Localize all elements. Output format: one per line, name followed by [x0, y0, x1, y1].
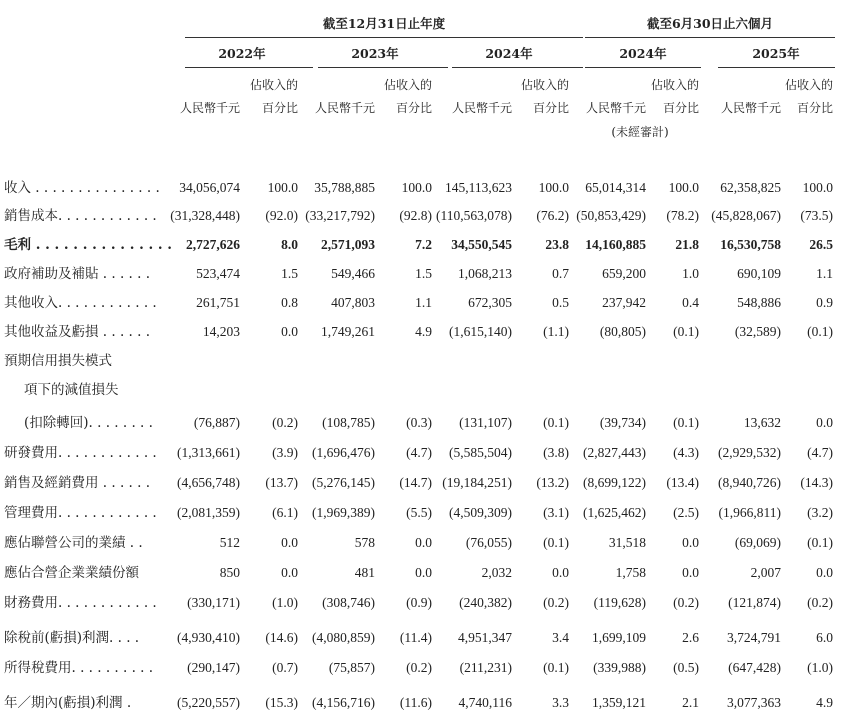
amount-unit-label: 人民幣千元	[585, 101, 646, 115]
amount-cell: 690,109	[737, 266, 781, 281]
percent-cell: 1.5	[415, 266, 432, 281]
percent-cell: 0.0	[682, 535, 699, 550]
year-rule	[718, 67, 835, 68]
percent-cell: 6.0	[816, 630, 833, 645]
amount-cell: (1,625,462)	[583, 505, 646, 520]
percent-cell: (92.0)	[265, 208, 298, 223]
amount-cell: 62,358,825	[720, 180, 781, 195]
percent-cell: 0.0	[552, 565, 569, 580]
year-header: 2022年	[218, 46, 266, 61]
amount-cell: (2,827,443)	[583, 445, 646, 460]
amount-cell: 548,886	[737, 295, 781, 310]
amount-cell: (8,940,726)	[718, 475, 781, 490]
amount-cell: (5,220,557)	[177, 695, 240, 710]
row-label: 財務費用. . . . . . . . . . . .	[4, 595, 157, 611]
percent-cell: 0.0	[281, 565, 298, 580]
amount-cell: (1,966,811)	[718, 505, 781, 520]
row-label: 銷售及經銷費用 . . . . . .	[4, 475, 150, 491]
percent-cell: 0.0	[816, 415, 833, 430]
percent-cell: (4.3)	[673, 445, 699, 460]
percent-cell: (6.1)	[272, 505, 298, 520]
percent-cell: (0.1)	[807, 324, 833, 339]
percent-cell: (14.7)	[399, 475, 432, 490]
percent-cell: (0.1)	[543, 535, 569, 550]
percent-cell: (0.2)	[673, 595, 699, 610]
amount-cell: (110,563,078)	[436, 208, 512, 223]
percent-cell: (1.0)	[807, 660, 833, 675]
amount-cell: (240,382)	[459, 595, 512, 610]
row-label: (扣除轉回). . . . . . . .	[24, 415, 153, 431]
percent-cell: (0.2)	[406, 660, 432, 675]
percent-cell: 0.0	[281, 324, 298, 339]
amount-cell: 237,942	[602, 295, 646, 310]
percent-cell: 2.6	[682, 630, 699, 645]
amount-cell: (119,628)	[593, 595, 646, 610]
percent-label: 佔收入的	[784, 78, 833, 92]
percent-cell: 1.0	[682, 266, 699, 281]
percent-cell: (3.8)	[543, 445, 569, 460]
amount-unit-label: 人民幣千元	[720, 101, 781, 115]
amount-cell: (80,805)	[599, 324, 646, 339]
amount-unit-label: 人民幣千元	[179, 101, 240, 115]
percent-cell: (0.2)	[807, 595, 833, 610]
amount-cell: (290,147)	[187, 660, 240, 675]
amount-cell: (308,746)	[322, 595, 375, 610]
amount-cell: 407,803	[331, 295, 375, 310]
amount-cell: (4,156,716)	[312, 695, 375, 710]
amount-cell: (4,656,748)	[177, 475, 240, 490]
row-label: 除稅前(虧損)利潤. . . .	[4, 630, 140, 646]
row-label: 其他收入. . . . . . . . . . . .	[4, 295, 157, 311]
percent-cell: (15.3)	[265, 695, 298, 710]
percent-cell: 23.8	[545, 237, 569, 252]
row-label: 預期信用損失模式	[4, 353, 112, 369]
amount-cell: (2,081,359)	[177, 505, 240, 520]
amount-cell: (1,313,661)	[177, 445, 240, 460]
unaudited-note: (未經審計)	[611, 125, 669, 139]
year-header: 2025年	[752, 46, 800, 61]
percent-cell: (5.5)	[406, 505, 432, 520]
amount-cell: 16,530,758	[720, 237, 781, 252]
percent-cell: 0.0	[816, 565, 833, 580]
amount-cell: 850	[219, 565, 240, 580]
amount-cell: 4,951,347	[458, 630, 512, 645]
percent-cell: 0.0	[415, 565, 432, 580]
year-header: 2023年	[351, 46, 399, 61]
amount-cell: 2,007	[750, 565, 781, 580]
row-label: 年／期內(虧損)利潤 .	[4, 695, 132, 711]
amount-cell: (1,615,140)	[449, 324, 512, 339]
percent-cell: 100.0	[668, 180, 699, 195]
amount-cell: (339,988)	[593, 660, 646, 675]
percent-cell: (0.3)	[406, 415, 432, 430]
amount-cell: 4,740,116	[458, 695, 512, 710]
amount-cell: 578	[354, 535, 375, 550]
percent-cell: (0.9)	[406, 595, 432, 610]
percent-cell: (73.5)	[800, 208, 833, 223]
percent-cell: (76.2)	[536, 208, 569, 223]
amount-cell: (31,328,448)	[170, 208, 240, 223]
amount-cell: (32,589)	[734, 324, 781, 339]
percent-label: 佔收入的	[520, 78, 569, 92]
group-header-half-year: 截至6月30日止六個月	[646, 16, 774, 31]
percent-cell: 1.1	[816, 266, 833, 281]
amount-cell: 1,068,213	[458, 266, 512, 281]
percent-cell: (78.2)	[666, 208, 699, 223]
amount-cell: (33,217,792)	[305, 208, 375, 223]
amount-cell: (39,734)	[599, 415, 646, 430]
percent-cell: (0.1)	[673, 415, 699, 430]
percent-cell: (2.5)	[673, 505, 699, 520]
percent-cell: (0.1)	[543, 415, 569, 430]
amount-cell: (75,857)	[328, 660, 375, 675]
percent-cell: (3.1)	[543, 505, 569, 520]
amount-cell: (647,428)	[728, 660, 781, 675]
year-header: 2024年	[485, 46, 533, 61]
percent-cell: (0.1)	[673, 324, 699, 339]
amount-cell: (5,585,504)	[449, 445, 512, 460]
percent-cell: (3.2)	[807, 505, 833, 520]
percent-cell: 0.8	[281, 295, 298, 310]
percent-cell: 1.5	[281, 266, 298, 281]
percent-cell: (11.4)	[399, 630, 432, 645]
percent-cell: 8.0	[281, 237, 298, 252]
amount-cell: (8,699,122)	[583, 475, 646, 490]
amount-cell: (45,828,067)	[711, 208, 781, 223]
percent-cell: (3.9)	[272, 445, 298, 460]
percent-cell: 21.8	[675, 237, 699, 252]
percent-cell: 4.9	[415, 324, 432, 339]
year-rule	[452, 67, 583, 68]
percent-cell: 26.5	[809, 237, 833, 252]
amount-cell: (5,276,145)	[312, 475, 375, 490]
amount-cell: 145,113,623	[445, 180, 512, 195]
amount-cell: 65,014,314	[585, 180, 646, 195]
amount-cell: (330,171)	[187, 595, 240, 610]
amount-cell: 672,305	[468, 295, 512, 310]
percent-cell: 100.0	[802, 180, 833, 195]
amount-cell: 34,056,074	[179, 180, 240, 195]
percent-cell: 100.0	[267, 180, 298, 195]
amount-cell: 14,160,885	[585, 237, 646, 252]
percent-cell: 3.3	[552, 695, 569, 710]
percent-cell: (4.7)	[406, 445, 432, 460]
amount-cell: 1,749,261	[321, 324, 375, 339]
amount-cell: 1,359,121	[592, 695, 646, 710]
amount-cell: 2,032	[481, 565, 512, 580]
percent-label: 百分比	[662, 101, 699, 115]
percent-cell: 2.1	[682, 695, 699, 710]
percent-label: 佔收入的	[383, 78, 432, 92]
amount-cell: (76,887)	[193, 415, 240, 430]
amount-unit-label: 人民幣千元	[314, 101, 375, 115]
percent-cell: (1.1)	[543, 324, 569, 339]
percent-cell: 0.9	[816, 295, 833, 310]
percent-label: 百分比	[532, 101, 569, 115]
amount-cell: 512	[219, 535, 240, 550]
percent-cell: (13.7)	[265, 475, 298, 490]
amount-cell: (108,785)	[322, 415, 375, 430]
row-label: 管理費用. . . . . . . . . . . .	[4, 505, 157, 521]
percent-cell: 0.4	[682, 295, 699, 310]
percent-cell: (92.8)	[399, 208, 432, 223]
percent-label: 百分比	[796, 101, 833, 115]
amount-cell: 659,200	[602, 266, 646, 281]
group-rule-annual	[185, 37, 583, 38]
row-label: 收入 . . . . . . . . . . . . . . .	[4, 180, 160, 196]
group-header-annual: 截至12月31日止年度	[322, 16, 446, 31]
year-rule	[585, 67, 701, 68]
row-label: 項下的減值損失	[24, 382, 119, 398]
row-label: 政府補助及補貼 . . . . . .	[4, 266, 150, 282]
percent-cell: 0.7	[552, 266, 569, 281]
percent-label: 百分比	[261, 101, 298, 115]
row-label: 所得稅費用. . . . . . . . . .	[4, 660, 154, 676]
amount-cell: (4,930,410)	[177, 630, 240, 645]
amount-cell: (69,069)	[734, 535, 781, 550]
row-label: 銷售成本. . . . . . . . . . . .	[4, 208, 157, 224]
amount-cell: (4,080,859)	[312, 630, 375, 645]
amount-cell: (1,969,389)	[312, 505, 375, 520]
amount-cell: 31,518	[608, 535, 646, 550]
percent-cell: 1.1	[415, 295, 432, 310]
percent-cell: 0.0	[415, 535, 432, 550]
percent-cell: 0.0	[281, 535, 298, 550]
amount-cell: (76,055)	[465, 535, 512, 550]
percent-cell: (14.6)	[265, 630, 298, 645]
amount-cell: 35,788,885	[314, 180, 375, 195]
percent-cell: (4.7)	[807, 445, 833, 460]
amount-cell: 2,727,626	[186, 237, 240, 252]
amount-cell: (121,874)	[728, 595, 781, 610]
percent-cell: (11.6)	[399, 695, 432, 710]
percent-cell: (13.4)	[666, 475, 699, 490]
year-rule	[318, 67, 448, 68]
percent-cell: 100.0	[538, 180, 569, 195]
percent-cell: 7.2	[415, 237, 432, 252]
percent-label: 佔收入的	[650, 78, 699, 92]
amount-cell: 34,550,545	[451, 237, 512, 252]
percent-cell: (0.2)	[543, 595, 569, 610]
percent-label: 百分比	[395, 101, 432, 115]
amount-cell: 3,077,363	[727, 695, 781, 710]
percent-cell: (0.1)	[543, 660, 569, 675]
row-label: 應佔聯營公司的業績 . .	[4, 535, 143, 551]
percent-label: 佔收入的	[249, 78, 298, 92]
amount-cell: (211,231)	[459, 660, 512, 675]
amount-cell: 2,571,093	[321, 237, 375, 252]
percent-cell: 0.0	[682, 565, 699, 580]
amount-cell: (131,107)	[459, 415, 512, 430]
amount-cell: (4,509,309)	[449, 505, 512, 520]
amount-cell: (1,696,476)	[312, 445, 375, 460]
percent-cell: (14.3)	[800, 475, 833, 490]
amount-cell: 549,466	[331, 266, 375, 281]
percent-cell: (0.1)	[807, 535, 833, 550]
amount-cell: 3,724,791	[727, 630, 781, 645]
row-label: 毛利 . . . . . . . . . . . . . . .	[4, 237, 172, 253]
percent-cell: 100.0	[401, 180, 432, 195]
amount-cell: 261,751	[196, 295, 240, 310]
year-header: 2024年	[619, 46, 667, 61]
row-label: 其他收益及虧損 . . . . . .	[4, 324, 150, 340]
percent-cell: (1.0)	[272, 595, 298, 610]
amount-cell: (19,184,251)	[442, 475, 512, 490]
percent-cell: (0.2)	[272, 415, 298, 430]
group-rule-half-year	[585, 37, 835, 38]
amount-cell: 481	[354, 565, 375, 580]
amount-cell: 1,758	[615, 565, 646, 580]
amount-cell: (2,929,532)	[718, 445, 781, 460]
year-rule	[185, 67, 313, 68]
amount-cell: (50,853,429)	[576, 208, 646, 223]
percent-cell: (0.5)	[673, 660, 699, 675]
amount-cell: 14,203	[202, 324, 240, 339]
amount-cell: 523,474	[196, 266, 240, 281]
percent-cell: 3.4	[552, 630, 569, 645]
row-label: 應佔合營企業業績份額	[4, 565, 139, 581]
amount-cell: 1,699,109	[592, 630, 646, 645]
amount-cell: 13,632	[743, 415, 781, 430]
percent-cell: 4.9	[816, 695, 833, 710]
percent-cell: 0.5	[552, 295, 569, 310]
percent-cell: (0.7)	[272, 660, 298, 675]
amount-unit-label: 人民幣千元	[451, 101, 512, 115]
row-label: 研發費用. . . . . . . . . . . .	[4, 445, 157, 461]
percent-cell: (13.2)	[536, 475, 569, 490]
